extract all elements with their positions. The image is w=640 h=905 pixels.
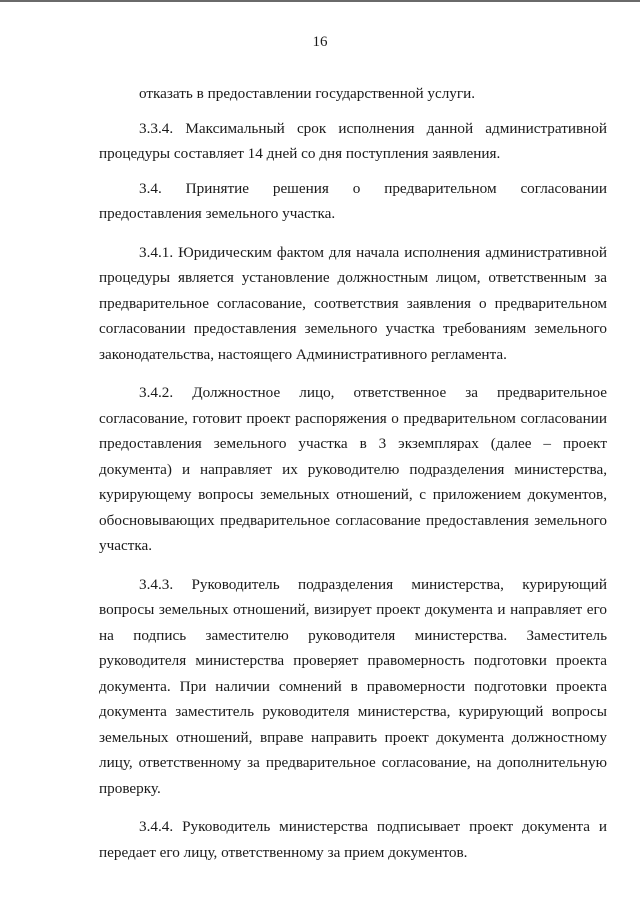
document-body — [99, 81, 607, 865]
heading-word: согласовании — [520, 179, 607, 197]
paragraph-3-4-3: 3.4.3. Руководитель подразделения министерства, курирующий вопросы земельных отношений, визирует проект документа и направляет его на подпись заместителю руководителя министерства. Заместитель руководителя министерства проверяет правомерность подготовки проекта документа. При наличии сомнений в правомерности подготовки проекта документа заместитель руководителя министерства, курирующий вопросы земельных отношений, вправе направить проект документа должностному лицу, ответственному за предварительное согласование, на дополнительную проверку. — [99, 575, 607, 797]
paragraph-continuation: отказать в предоставлении государственной услуги. — [139, 85, 476, 102]
heading-3-4-line2: предоставления земельного участка. — [99, 205, 336, 222]
heading-3-4-line1 — [139, 176, 607, 202]
heading-word: 3.4. — [139, 179, 162, 197]
top-rule — [0, 0, 640, 2]
heading-word: предварительном — [384, 179, 497, 197]
heading-3-4 — [99, 176, 607, 227]
paragraph-3-4-4: 3.4.4. Руководитель министерства подписывает проект документа и передает его лицу, ответственному за прием документов. — [99, 818, 607, 861]
paragraph-3-4-1: 3.4.1. Юридическим фактом для начала исполнения административной процедуры является установление должностным лицом, ответственным за предварительное согласование, соответствия заявления о предварительном согласовании предоставления земельного участка требованиям земельного законодательства, настоящего Административного регламента. — [99, 243, 607, 363]
paragraph-3-4-2: 3.4.2. Должностное лицо, ответственное за предварительное согласование, готовит проект распоряжения о предварительном согласовании предоставления земельного участка в 3 экземплярах (далее – проект документа) и направляет их руководителю подразделения министерства, курирующему вопросы земельных отношений, с приложением документов, обосновывающих предварительное согласование предоставления земельного участка. — [99, 384, 607, 554]
page-number: 16 — [312, 34, 328, 50]
heading-word: о — [352, 179, 361, 197]
heading-word: решения — [272, 179, 329, 197]
heading-word: Принятие — [185, 179, 249, 197]
paragraph-3-3-4: 3.3.4. Максимальный срок исполнения данной административной процедуры составляет 14 дней со дня поступления заявления. — [99, 119, 607, 162]
